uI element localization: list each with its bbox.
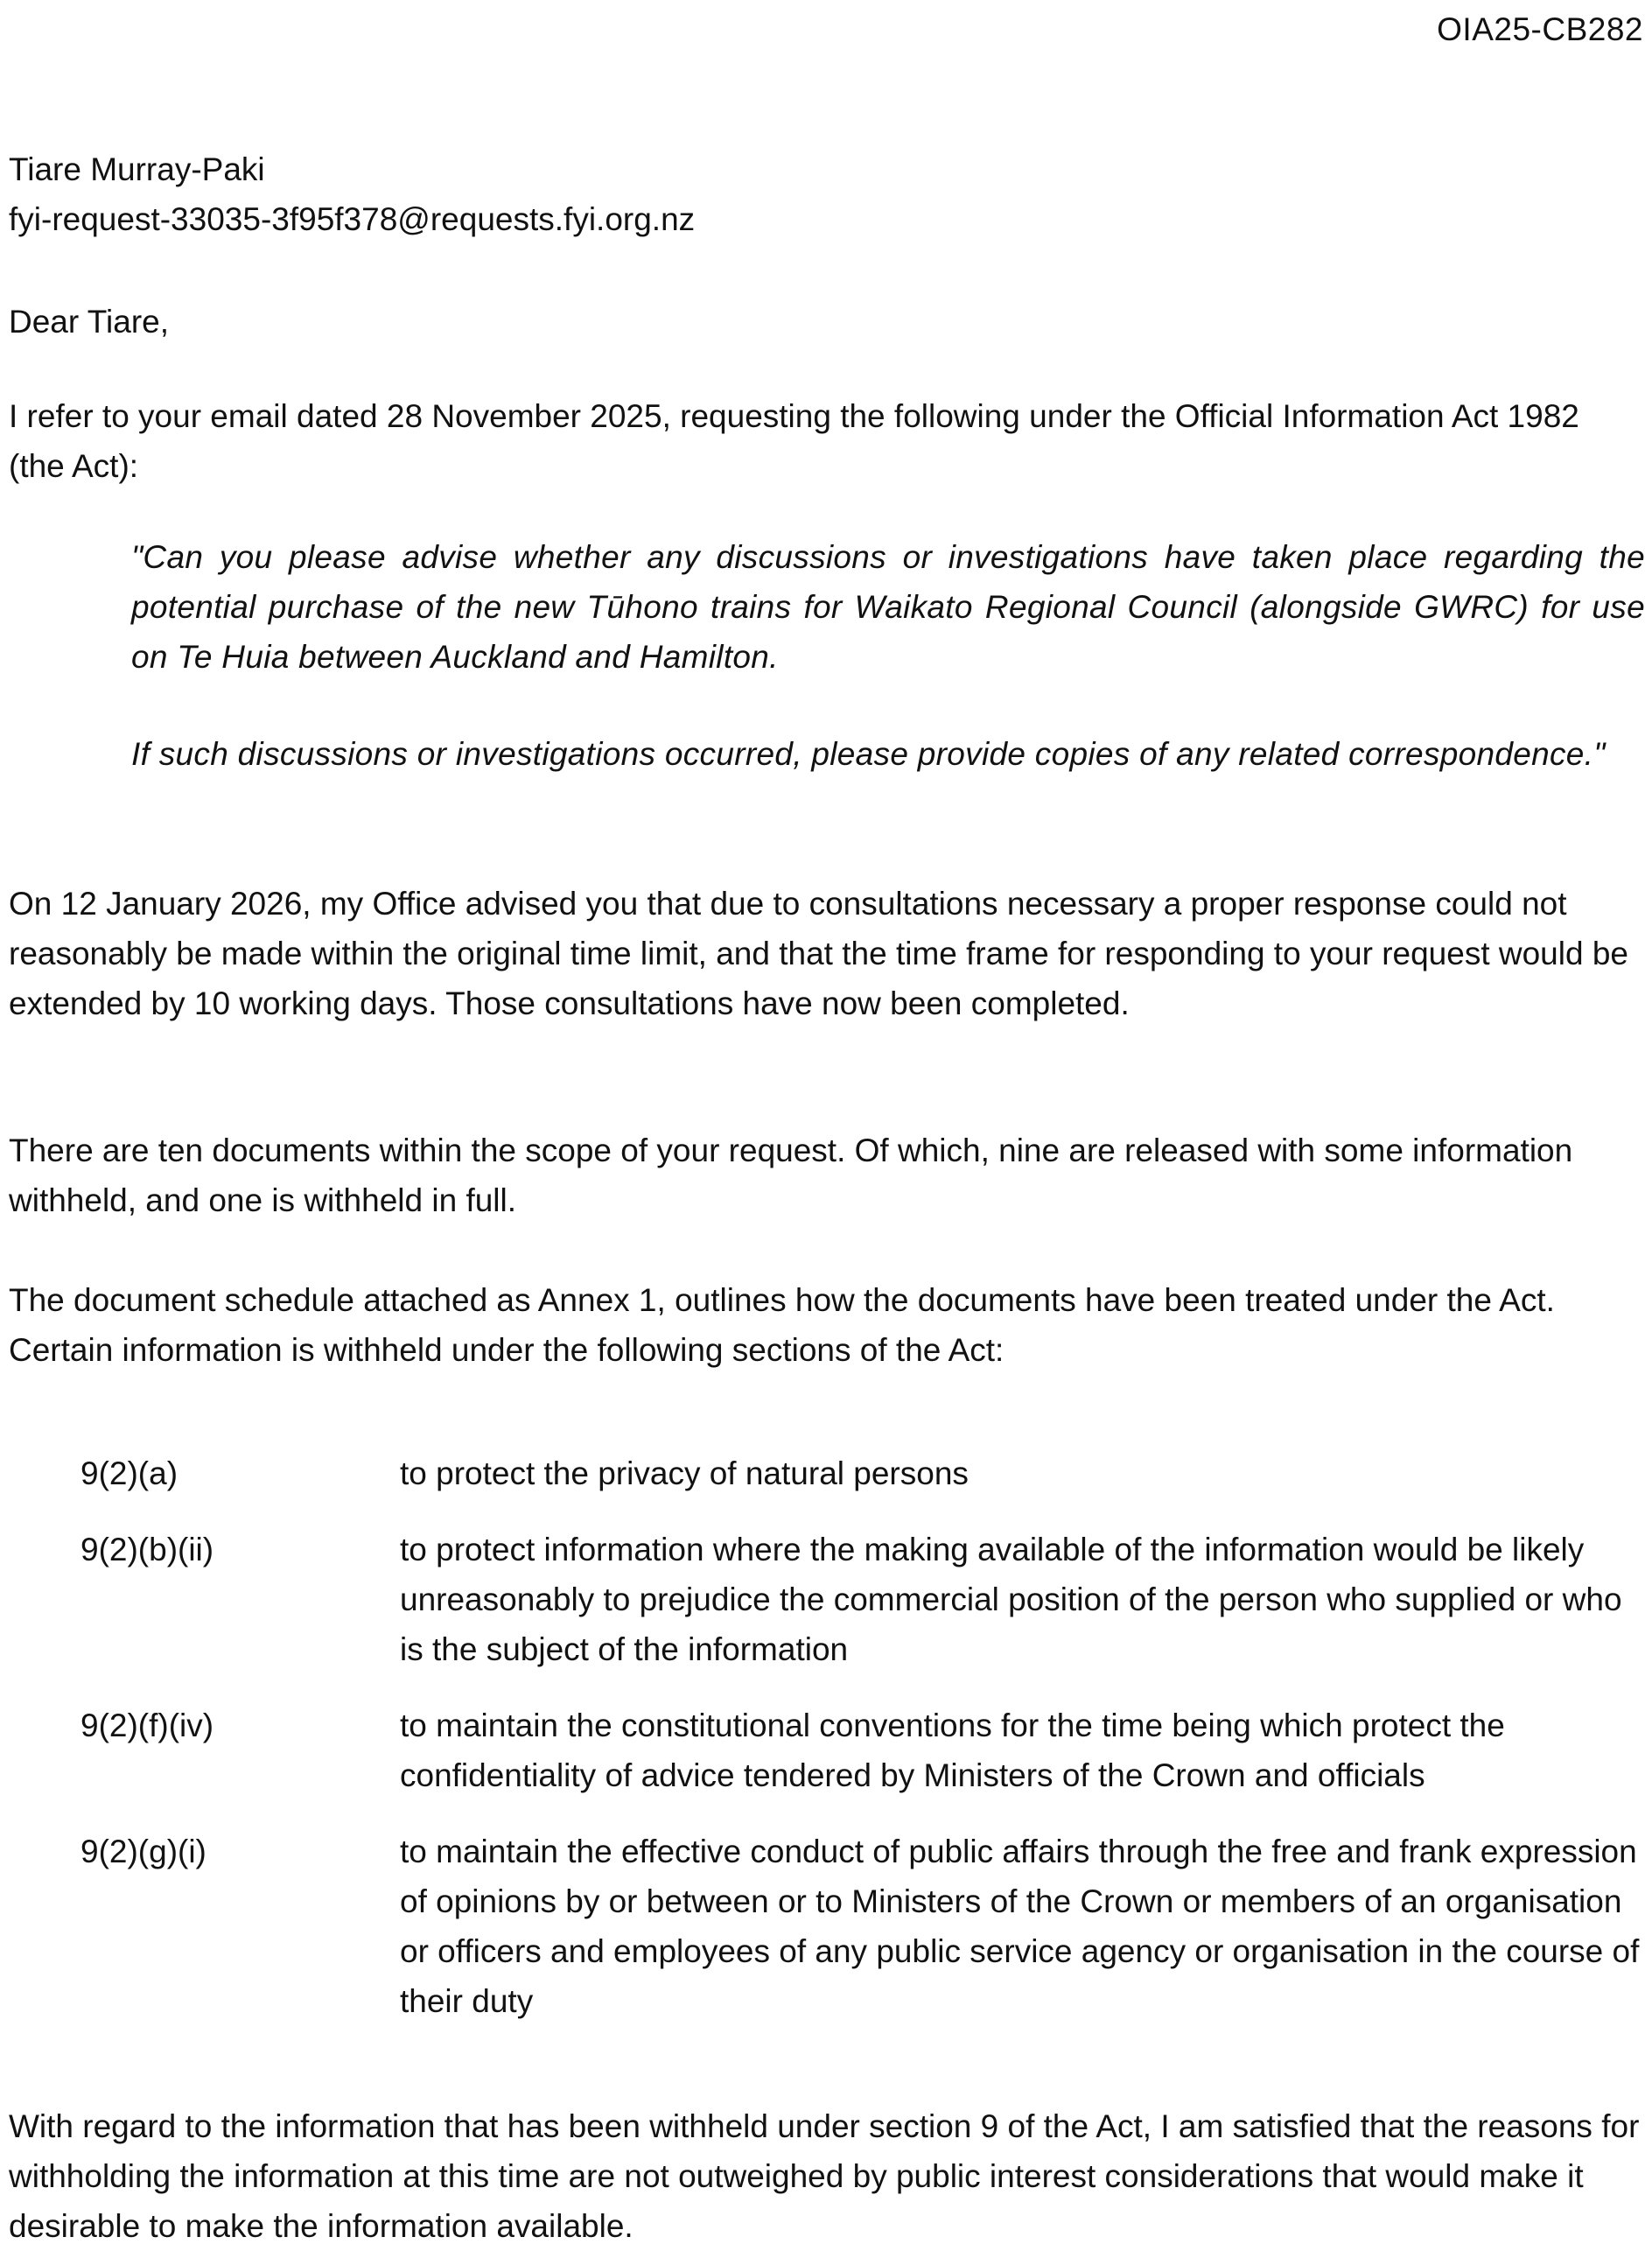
- closing-paragraph: With regard to the information that has been withheld under section 9 of the Act, I am satisfied that the reasons for withholding the information at this time are not outweighed by public interest considerations that would make it desirable to make the information available.: [9, 2108, 1640, 2244]
- section-row: [80, 1701, 1652, 1800]
- section-row: [80, 1827, 1652, 2026]
- intro-paragraph: I refer to your email dated 28 November 2025, requesting the following under the Official Information Act 1982 (the Act):: [9, 398, 1579, 484]
- section-description: to maintain the effective conduct of public affairs through the free and frank expression of opinions by or between or to Ministers of the Crown or members of an organisation or officers and employees of any public service agency or organisation in the course of their duty: [400, 1834, 1640, 2019]
- section-row: [80, 1448, 1652, 1498]
- recipient-email: fyi-request-33035-3f95f378@requests.fyi.org.nz: [9, 201, 696, 237]
- salutation: Dear Tiare,: [9, 304, 170, 340]
- section-description: to maintain the constitutional conventions for the time being which protect the confidentiality of advice tendered by Ministers of the Crown and officials: [400, 1708, 1505, 1793]
- extension-paragraph: On 12 January 2026, my Office advised you that due to consultations necessary a proper response could not reasonably be made within the original time limit, and that the time frame for responding to your request would be extended by 10 working days. Those consultations have now been completed.: [9, 886, 1628, 1021]
- section-row: [80, 1525, 1652, 1674]
- section-code: 9(2)(f)(iv): [80, 1708, 214, 1743]
- recipient-block: [9, 144, 695, 244]
- section-code: 9(2)(a): [80, 1455, 178, 1491]
- request-quote-2: If such discussions or investigations occurred, please provide copies of any related correspondence.": [131, 736, 1606, 772]
- section-code: 9(2)(b)(ii): [80, 1532, 214, 1567]
- schedule-paragraph: The document schedule attached as Annex 1, outlines how the documents have been treated under the Act. Certain information is withheld under the following sections of the Act:: [9, 1282, 1555, 1368]
- section-description: to protect information where the making available of the information would be likely unreasonably to prejudice the commercial position of the person who supplied or who is the subject of the information: [400, 1532, 1622, 1667]
- recipient-name: Tiare Murray-Paki: [9, 151, 265, 187]
- documents-paragraph: There are ten documents within the scope of your request. Of which, nine are released with some information withheld, and one is withheld in full.: [9, 1133, 1573, 1218]
- reference-number: OIA25-CB282: [1437, 11, 1643, 47]
- section-code: 9(2)(g)(i): [80, 1834, 206, 1869]
- section-description: to protect the privacy of natural persons: [400, 1455, 969, 1491]
- withholding-sections-list: [80, 1448, 1652, 2052]
- request-quote-1: "Can you please advise whether any discussions or investigations have taken place regarding the potential purchase of the new Tūhono trains for Waikato Regional Council (alongside GWRC) for use on Te Huia between Auckland and Hamilton.: [131, 539, 1645, 675]
